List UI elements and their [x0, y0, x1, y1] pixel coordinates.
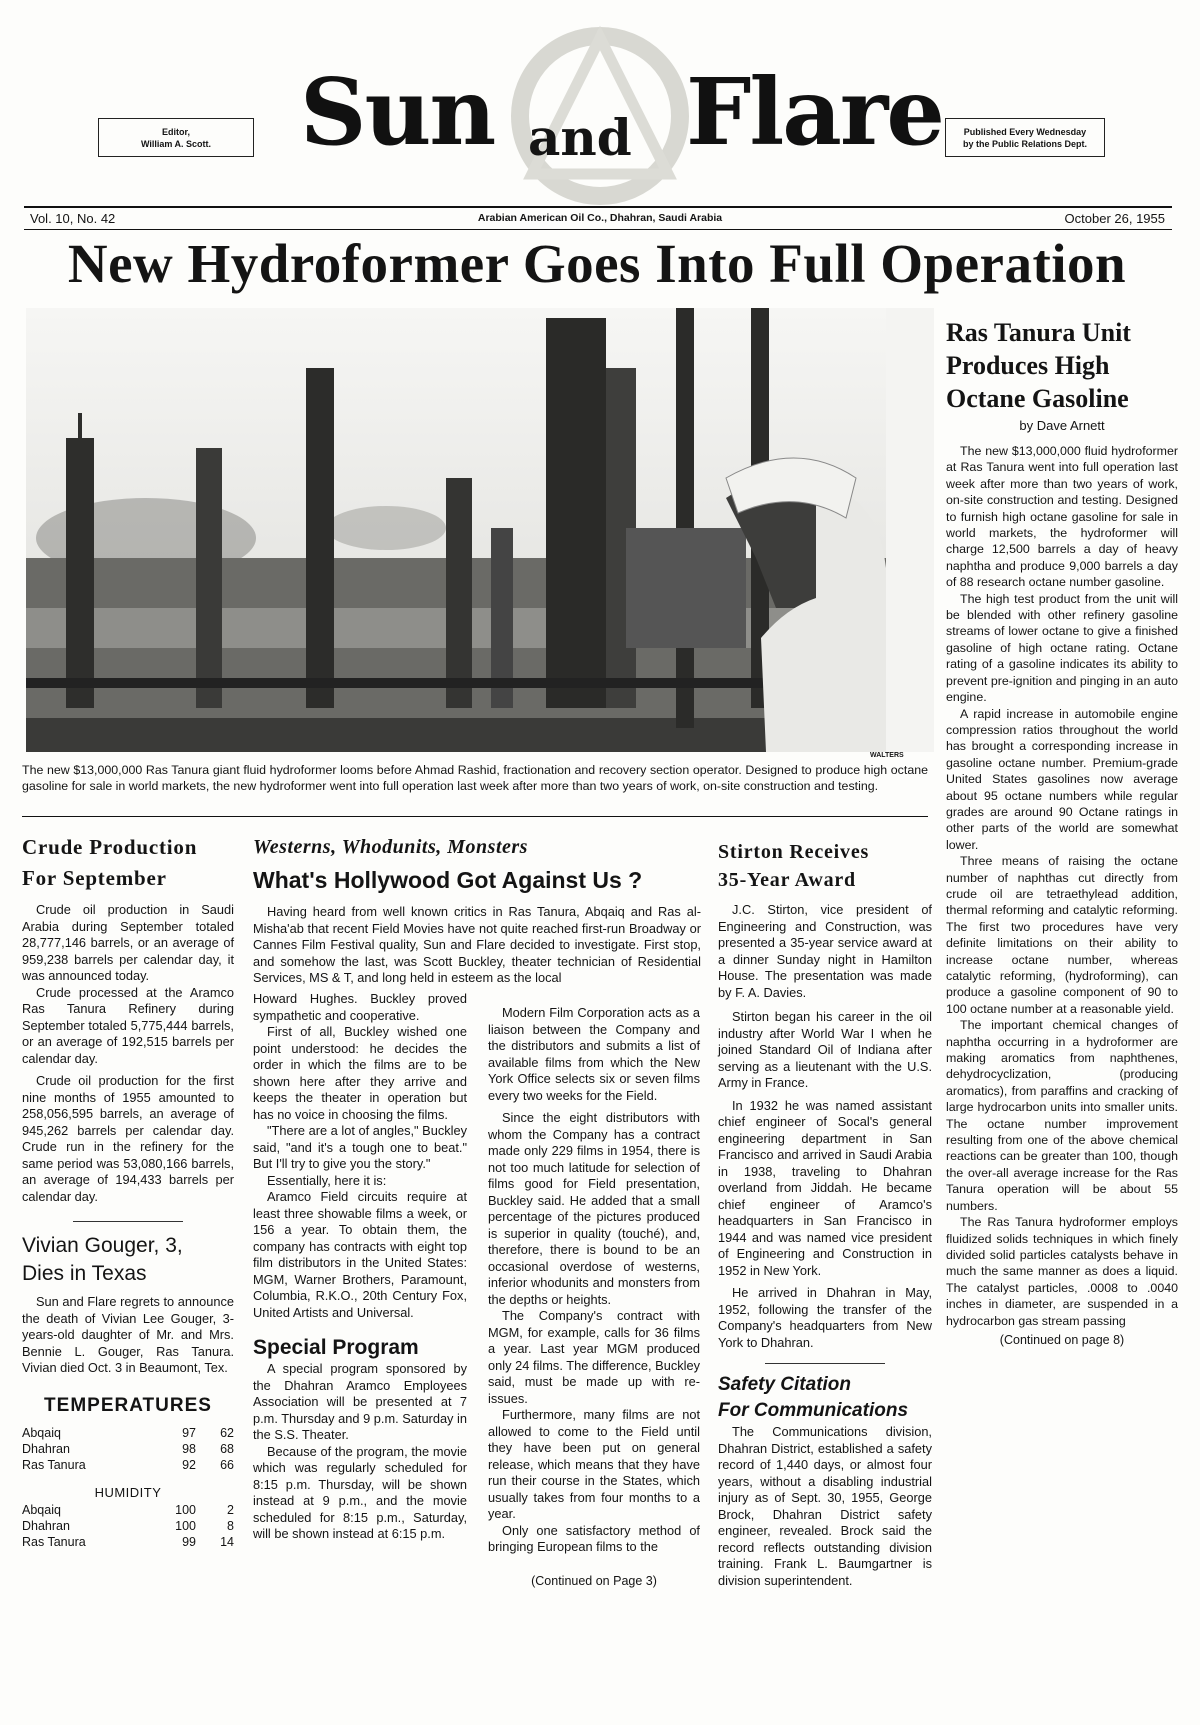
- table-row: Abqaiq 97 62: [22, 1425, 234, 1440]
- table-row: Dhahran 100 8: [22, 1518, 234, 1533]
- table-row: Dhahran 98 68: [22, 1441, 234, 1456]
- ras-tanura-headline-2: Produces High: [946, 351, 1110, 380]
- published-line-1: Published Every Wednesday: [963, 127, 1087, 137]
- paragraph: Essentially, here it is:: [267, 1172, 387, 1188]
- ras-tanura-headline-3: Octane Gasoline: [946, 384, 1129, 413]
- dateline-rule-top: [24, 206, 1172, 208]
- stirton-headline-1: Stirton Receives: [718, 841, 870, 863]
- paragraph: Crude oil production in Saudi Arabia during September totaled 28,777,146 barrels, or an average of 959,238 barrels per calendar day, it was announced today.: [22, 902, 234, 983]
- left-column: [22, 832, 234, 1550]
- masthead-title-and: and: [528, 108, 632, 167]
- paragraph: First of all, Buckley wished one point understood: he decides the order in which the films are to be shown here after they arrive and keeps the theater in operation but has no voice in choosing the films.: [253, 1024, 467, 1122]
- volume-number: Vol. 10, No. 42: [30, 211, 116, 226]
- paragraph: The important chemical changes of naphtha occurring in a hydroformer are making aromatics from naphthenes, dehydrocyclization, (producing aromatics), from paraffins and cracking of large hydrocarbon units into smaller units. The octane number improvement resulting from one of the above chemical reactions can be greater than 100, though the over-all average increase for the Ras Tanura operation will be about 55 numbers.: [946, 1018, 1178, 1213]
- gouger-body: [22, 1294, 234, 1377]
- paragraph: Crude oil production for the first nine months of 1955 amounted to 258,056,595 barrels, an average of 945,262 barrels per calendar day. Crude run in the refinery for the same period was 53,080,166 barrels, an average of 194,433 barrels per calendar day.: [22, 1073, 234, 1204]
- paragraph: The Company's contract with MGM, for example, calls for 36 films a year. Last year MGM produced only 24 films. The difference, Buckley said, must be made up with re-issues.: [488, 1308, 700, 1406]
- published-box: [945, 118, 1105, 157]
- paragraph: Stirton began his career in the oil industry after World War I when he joined Standard Oil of Indiana after serving as a lieutenant with the U.S. Army in France.: [718, 1009, 932, 1090]
- ras-tanura-continued: (Continued on page 8): [999, 1332, 1125, 1347]
- paragraph: "There are a lot of angles," Buckley said, "and it's a tough one to beat." But I'll try to give you the story.": [253, 1123, 467, 1171]
- dateline-rule-bottom: [24, 229, 1172, 230]
- stirton-headline-2: 35-Year Award: [718, 869, 856, 891]
- masthead-title-sun: Sun: [300, 58, 495, 166]
- hollywood-intro: [253, 904, 701, 987]
- special-headline: Special Program: [253, 1336, 419, 1359]
- temperatures-title: TEMPERATURES: [44, 1394, 212, 1416]
- hollywood-col-a: [253, 991, 467, 1543]
- hollywood-article: [253, 834, 701, 987]
- hollywood-continued: (Continued on Page 3): [531, 1573, 657, 1588]
- published-line-2: by the Public Relations Dept.: [962, 139, 1088, 149]
- gouger-headline-2: Dies in Texas: [22, 1262, 147, 1285]
- special-body: [253, 1361, 467, 1543]
- hollywood-kicker: Westerns, Whodunits, Monsters: [253, 836, 528, 858]
- ras-tanura-article: [946, 316, 1178, 1347]
- editor-label: Editor,: [161, 127, 190, 137]
- paragraph: A special program sponsored by the Dhahran Aramco Employees Association will be presented at 7 p.m. Thursday and 9 p.m. Saturday in the S.S. Theater.: [253, 1361, 467, 1442]
- hollywood-headline: What's Hollywood Got Against Us ?: [253, 867, 643, 893]
- paragraph: In 1932 he was named assistant chief engineer of Socal's general engineering department in San Francisco and arrived in Saudi Arabia in 1938, traveling to Dhahran overland from Jiddah. He became chief engineer of Aramco's headquarters in San Francisco in 1944 and was named vice president of Engineering and Construction in 1952 in New York.: [718, 1097, 932, 1278]
- paragraph: Since the eight distributors with whom the Company has a contract made only 229 films in 1954, there is not too much latitude for selection of films good for Field presentation, Buckley said. He added that a small percentage of the pictures produced is superior in quality (touché), and, therefore, there is bound to be an occasional overdose of westerns, inferior whodunits and monsters from the depths or heights.: [488, 1110, 700, 1307]
- paragraph: Having heard from well known critics in Ras Tanura, Abqaiq and Ras al-Misha'ab that recent Field Movies have not quite reached first-run Broadway or Cannes Film Festival quality, Sun and Flare decided to investigate. First stop, and somehow the last, was Scott Buckley, theater technician of Residential Services, MS & T, and long held in esteem as the local: [253, 904, 701, 985]
- hollywood-col-b: [488, 1005, 700, 1588]
- safety-headline-1: Safety Citation: [718, 1374, 852, 1395]
- crude-headline-2: For September: [22, 866, 167, 890]
- table-row: Ras Tanura 99 14: [22, 1534, 234, 1549]
- editor-name: William A. Scott.: [140, 139, 212, 149]
- issue-date: October 26, 1955: [1064, 211, 1165, 226]
- paragraph: He arrived in Dhahran in May, 1952, following the transfer of the Company's headquarters from New York to Dhahran.: [718, 1285, 932, 1350]
- editor-box: [98, 118, 254, 157]
- paragraph: Howard Hughes. Buckley proved sympathetic and cooperative.: [253, 991, 467, 1023]
- crude-headline-1: Crude Production: [22, 835, 198, 859]
- humidity-title: HUMIDITY: [94, 1484, 162, 1500]
- paragraph: Three means of raising the octane number of naphthas cut directly from crude oil are tetraethylead addition, thermal reforming and catalytic reforming. The first two procedures have very definite limitations on their ability to increase octane number, whereas catalytic reforming, (hydroforming), can produce a gasoline component of 90 to 100 octane number at a reasonable yield.: [946, 854, 1178, 1016]
- paragraph: A rapid increase in automobile engine compression ratios throughout the world has brought a corresponding increase in gasoline octane number. Premium-grade United States gasolines now average about 95 octane numbers while regular grades are around 90 Octane ratings in other parts of the world are somewhat lower.: [946, 706, 1178, 852]
- stirton-article: [718, 838, 932, 1589]
- ras-tanura-headline-1: Ras Tanura Unit: [946, 318, 1131, 347]
- gouger-headline-1: Vivian Gouger, 3,: [22, 1234, 183, 1257]
- photo-credit: WALTERS: [870, 752, 904, 759]
- safety-headline-2: For Communications: [718, 1400, 909, 1421]
- paragraph: Modern Film Corporation acts as a liaison between the Company and the distributors and submits a list of available films from which the New York Office selects six or seven films every two weeks for the Field.: [488, 1005, 700, 1103]
- caption-rule: [22, 816, 928, 817]
- paragraph: Aramco Field circuits require at least three showable films a week, or 156 a year. To obtain them, the company has contracts with eight top film distributors in the United States: MGM, Warner Brothers, Paramount, Columbia, R.K.O., 20th Century Fox, United Artists and Universal.: [253, 1189, 467, 1320]
- divider: [765, 1363, 885, 1364]
- ras-tanura-body: [946, 443, 1178, 1329]
- crude-body: [22, 902, 234, 1205]
- table-row: Abqaiq 100 2: [22, 1502, 234, 1517]
- divider: [73, 1221, 183, 1222]
- main-headline: New Hydroformer Goes Into Full Operation: [67, 233, 1127, 294]
- paragraph: Because of the program, the movie which was regularly scheduled for 8:15 p.m. Thursday, will be shown instead at 9 p.m., and the movie scheduled for 8:15 p.m., Saturday, will be shown instead at 6:15 p.m.: [253, 1443, 467, 1541]
- masthead-title-flare: Flare: [686, 58, 943, 166]
- paragraph: Only one satisfactory method of bringing European films to the: [488, 1522, 700, 1554]
- ras-tanura-byline: by Dave Arnett: [1019, 418, 1105, 433]
- paragraph: The new $13,000,000 fluid hydroformer at Ras Tanura went into full operation last week after more than two years of work, on-site construction and testing. Designed to furnish high octane gasoline for sale in world markets, the hydroformer will charge 12,500 barrels a day of heavy naphtha and produce 9,000 barrels a day of 88 research octane number gasoline.: [946, 444, 1178, 590]
- photo-caption: The new $13,000,000 Ras Tanura giant fluid hydroformer looms before Ahmad Rashid, fractionation and recovery section operator. Designed to produce high octane gasoline for sale in world markets, the new hydroformer went into full operation last week after more than two years of work, on-site construction and testing.: [22, 763, 928, 793]
- paragraph: Crude processed at the Aramco Ras Tanura Refinery during September totaled 5,775,444 barrels, or an average of 192,515 barrels per calendar day.: [22, 984, 234, 1066]
- publisher-line: Arabian American Oil Co., Dhahran, Saudi Arabia: [477, 212, 723, 224]
- paragraph: The high test product from the unit will be blended with other refinery gasoline streams of lower octane to give a finished gasoline of high octane rating. Octane rating of a gasoline indicates its ability to prevent pre-ignition and pinging in an auto engine.: [946, 591, 1178, 705]
- paragraph: The Ras Tanura hydroformer employs fluidized solids techniques in which finely divided solid particles catalysts behave in much the same manner as does a liquid. The catalyst particles, .0008 to .0040 inches in diameter, are suspended in a hydrocarbon gas stream passing: [946, 1215, 1178, 1328]
- humidity-table: [22, 1502, 234, 1550]
- paragraph: J.C. Stirton, vice president of Engineering and Construction, was presented a 35-year service award at a dinner Sunday night in Hamilton House. The presentation was made by F. A. Davies.: [718, 902, 932, 1000]
- table-row: Ras Tanura 92 66: [22, 1457, 234, 1472]
- paragraph: The Communications division, Dhahran District, established a safety record of 1,440 days, or almost four years, without a disabling industrial injury as of Sept. 30, 1955, George Brock, Dhahran District safety engineer, revealed. Brock said the record reflects outstanding division training. Frank L. Baumgartner is division superintendent.: [718, 1424, 932, 1588]
- temperatures-table: [22, 1425, 234, 1473]
- hydroformer-photo: [26, 308, 934, 752]
- paragraph: Furthermore, many films are not allowed to come to the Field until they have been put on general release, which means that they have run their course in the States, which usually takes from four months to a year.: [488, 1407, 700, 1521]
- paragraph: Sun and Flare regrets to announce the death of Vivian Lee Gouger, 3-years-old daughter of Mr. and Mrs. Bennie L. Gouger, Ras Tanura. Vivian died Oct. 3 in Beaumont, Tex.: [22, 1294, 234, 1375]
